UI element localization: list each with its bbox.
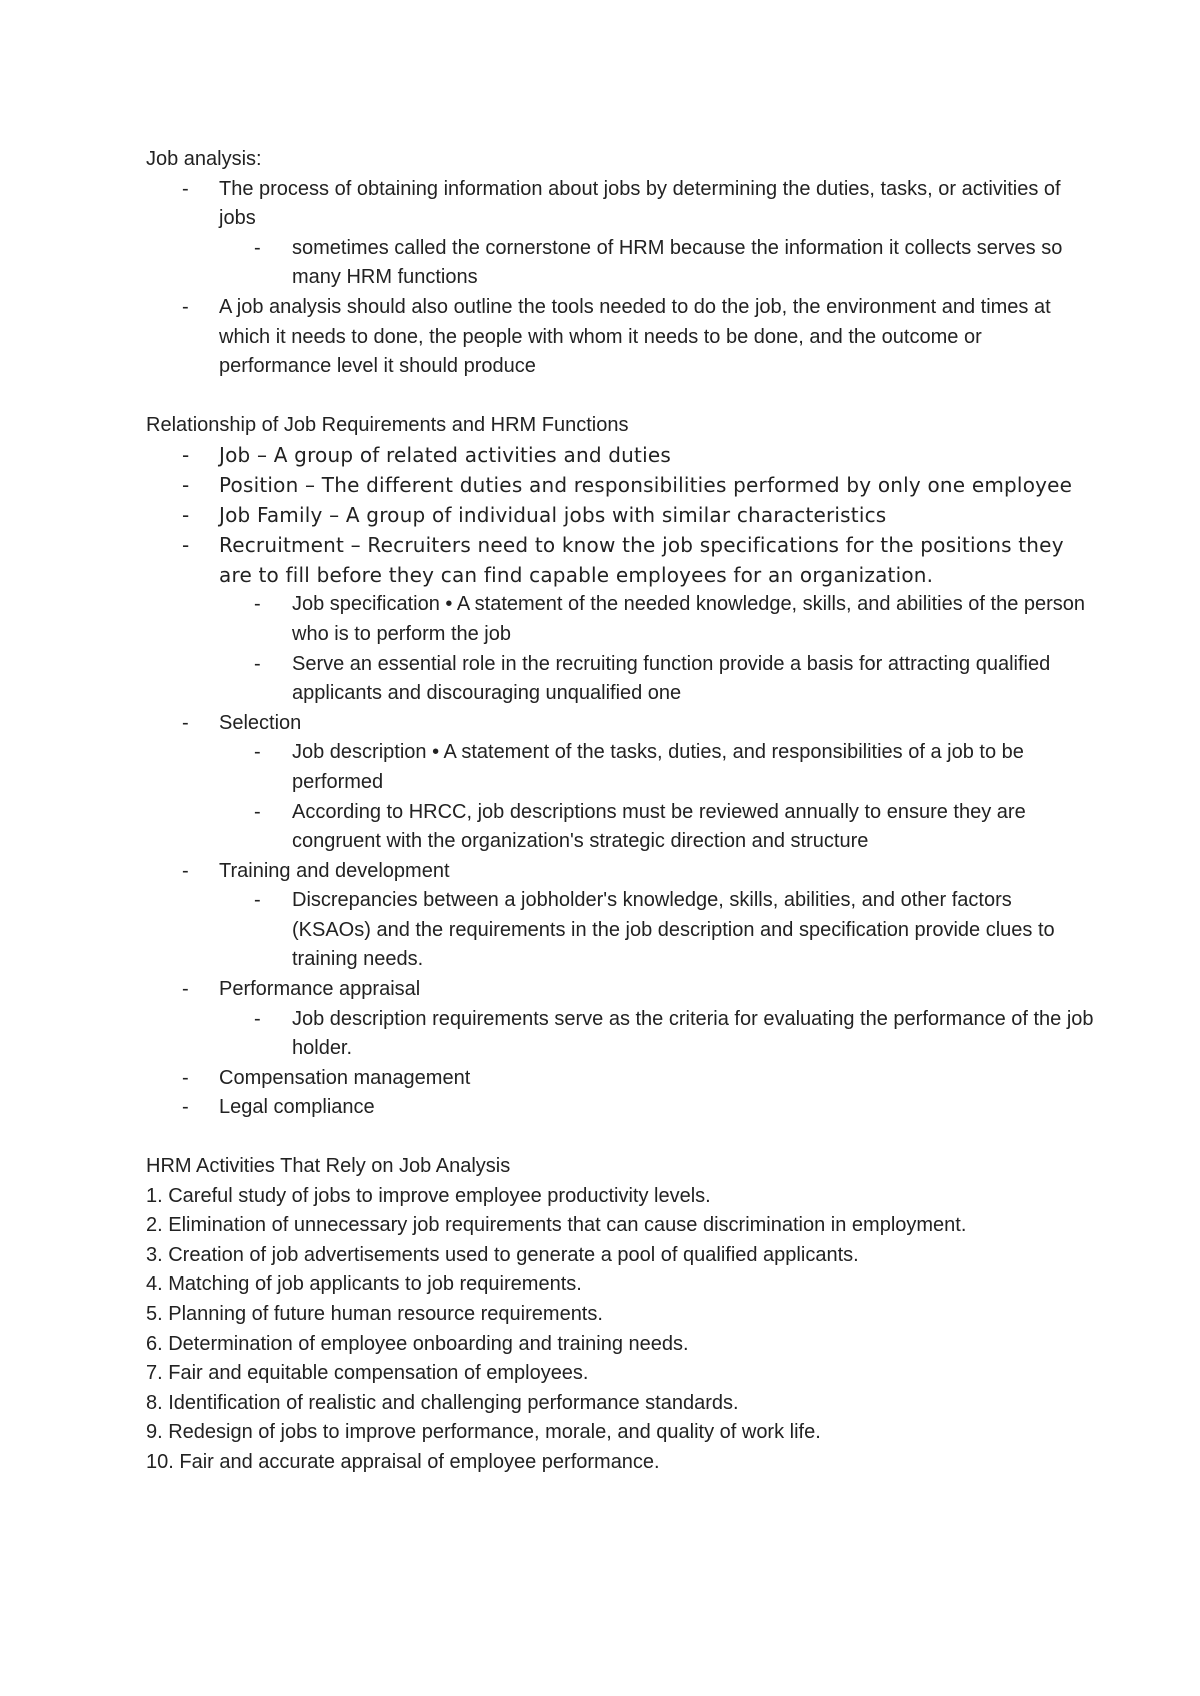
list-item: - Serve an essential role in the recruiting function provide a basis for attracting qualified applicants and discouraging unqualified one: [146, 650, 1096, 709]
list-item: - Legal compliance: [146, 1093, 1096, 1123]
list-item: - Job specification • A statement of the needed knowledge, skills, and abilities of the person who is to perform the job: [146, 590, 1096, 649]
list-item: - Discrepancies between a jobholder's knowledge, skills, abilities, and other factors (KSAOs) and the requirements in the job description and specification provide clues to training needs.: [146, 886, 1096, 975]
numbered-item: 10. Fair and accurate appraisal of employee performance.: [146, 1450, 660, 1473]
dash-bullet: -: [254, 652, 261, 675]
dash-bullet: -: [182, 295, 189, 318]
list-item: - Job description requirements serve as the criteria for evaluating the performance of the job holder.: [146, 1005, 1096, 1064]
list-item: - Training and development: [146, 857, 1096, 887]
numbered-item: 6. Determination of employee onboarding and training needs.: [146, 1332, 689, 1355]
numbered-item: 2. Elimination of unnecessary job requirements that can cause discrimination in employment.: [146, 1214, 967, 1237]
list-item: - Compensation management: [146, 1064, 1096, 1094]
list-item: - A job analysis should also outline the tools needed to do the job, the environment and times at which it needs to done, the people with whom it needs to be done, and the outcome or performance level it should produce: [146, 293, 1096, 382]
dash-bullet: -: [254, 800, 261, 823]
dash-bullet: -: [182, 473, 190, 498]
dash-bullet: -: [254, 593, 261, 616]
document-page: [146, 145, 1096, 1478]
dash-bullet: -: [254, 236, 261, 259]
list-item: - Job description • A statement of the tasks, duties, and responsibilities of a job to be performed: [146, 738, 1096, 797]
dash-bullet: -: [182, 859, 189, 882]
dash-bullet: -: [182, 177, 189, 200]
dash-bullet: -: [254, 1007, 261, 1030]
dash-bullet: -: [182, 1066, 189, 1089]
section-heading-hrm-activities: HRM Activities That Rely on Job Analysis: [146, 1155, 511, 1178]
section-heading-job-analysis: Job analysis:: [146, 148, 262, 170]
list-item: - Job – A group of related activities and duties: [146, 440, 1096, 470]
list-item: - Performance appraisal: [146, 975, 1096, 1005]
dash-bullet: -: [254, 741, 261, 764]
list-item: - Selection: [146, 709, 1096, 739]
numbered-item: 8. Identification of realistic and challenging performance standards.: [146, 1391, 739, 1414]
list-item: - The process of obtaining information about jobs by determining the duties, tasks, or activities of jobs: [146, 175, 1096, 234]
numbered-item: 1. Careful study of jobs to improve employee productivity levels.: [146, 1184, 711, 1207]
list-item: - sometimes called the cornerstone of HRM because the information it collects serves so many HRM functions: [146, 234, 1096, 293]
dash-bullet: -: [182, 503, 190, 528]
numbered-item: 7. Fair and equitable compensation of employees.: [146, 1362, 589, 1385]
numbered-item: 4. Matching of job applicants to job requirements.: [146, 1273, 582, 1296]
numbered-item: 5. Planning of future human resource requirements.: [146, 1303, 603, 1325]
numbered-item: 3. Creation of job advertisements used to generate a pool of qualified applicants.: [146, 1243, 859, 1266]
list-item: - Job Family – A group of individual jobs with similar characteristics: [146, 500, 1096, 530]
dash-bullet: -: [254, 889, 261, 912]
numbered-item: 9. Redesign of jobs to improve performance, morale, and quality of work life.: [146, 1421, 821, 1444]
list-item: - Position – The different duties and responsibilities performed by only one employee: [146, 470, 1096, 500]
dash-bullet: -: [182, 533, 190, 558]
dash-bullet: -: [182, 1096, 189, 1119]
dash-bullet: -: [182, 978, 189, 1001]
dash-bullet: -: [182, 711, 189, 734]
section-heading-relationship: Relationship of Job Requirements and HRM Functions: [146, 413, 629, 436]
list-item: - According to HRCC, job descriptions must be reviewed annually to ensure they are congruent with the organization's strategic direction and structure: [146, 798, 1096, 857]
list-item: - Recruitment – Recruiters need to know the job specifications for the positions they are to fill before they can find capable employees for an organization.: [146, 530, 1096, 590]
dash-bullet: -: [182, 443, 190, 468]
